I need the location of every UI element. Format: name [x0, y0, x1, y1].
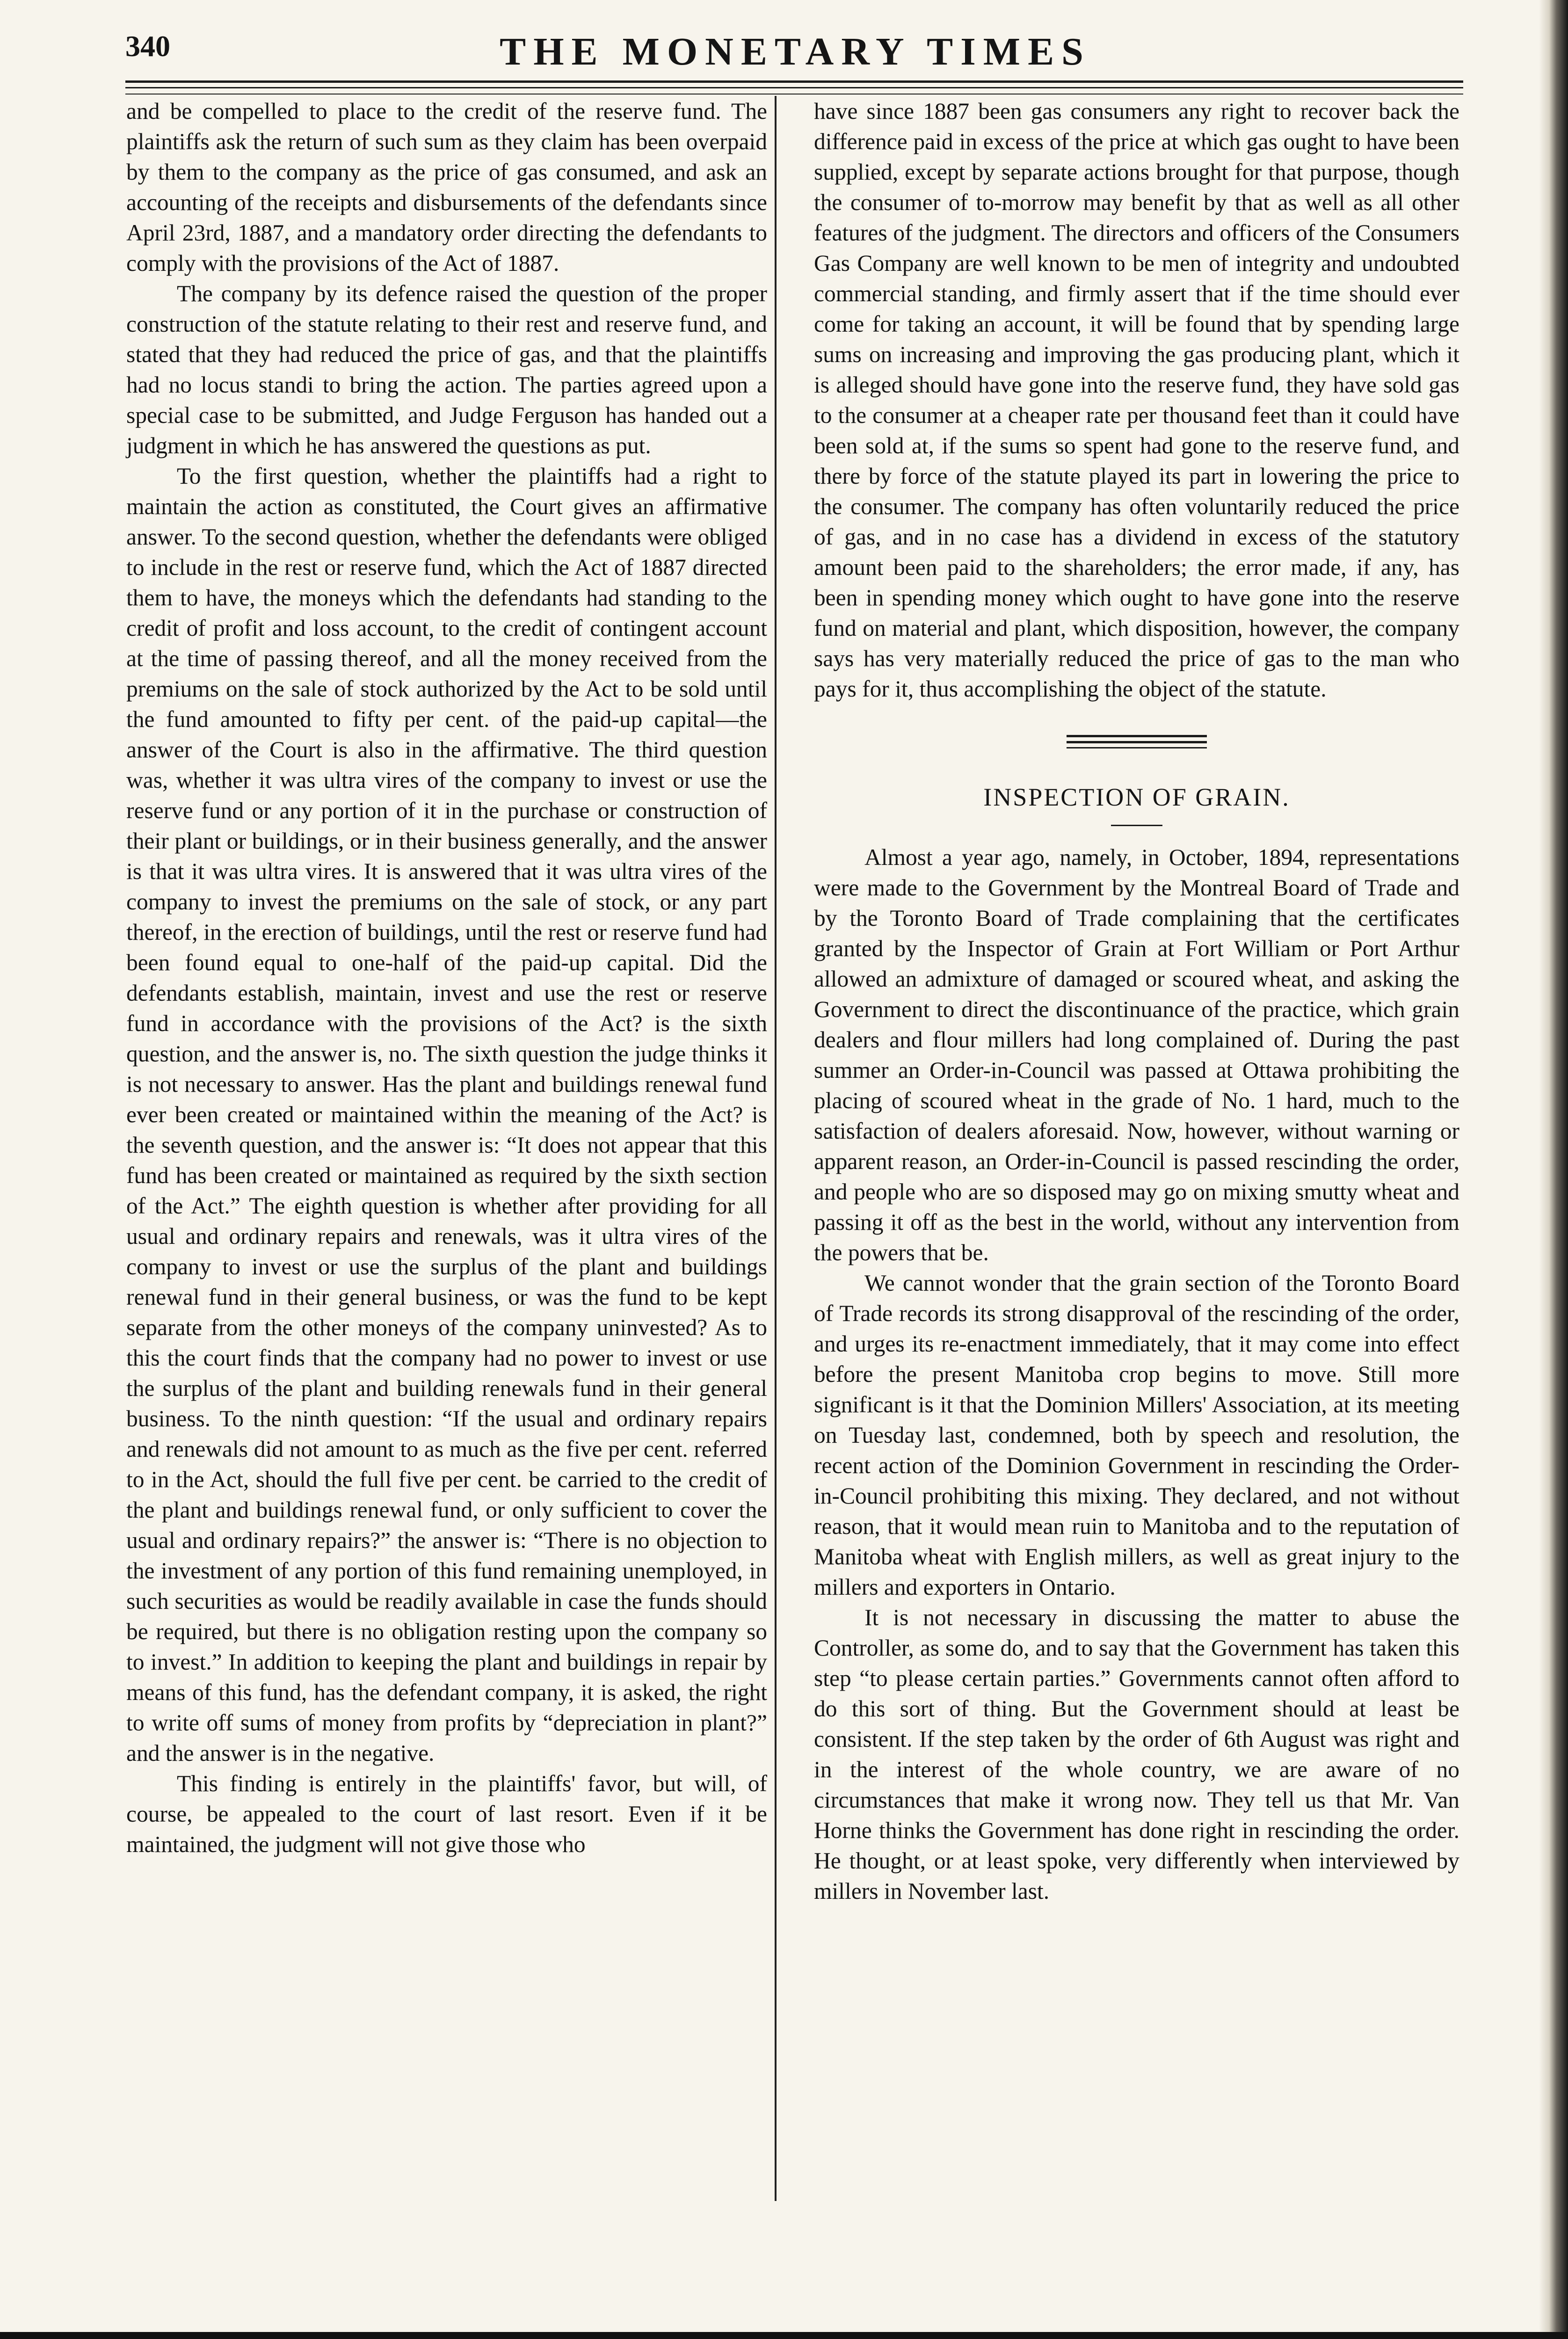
article-paragraph: and be compelled to place to the credit of the reserve fund. The plaintiffs ask the return of such sum as they claim has been overpaid by them to the company as the price of gas consumed, and ask an accounting of the receipts and disbursements of the defendants since April 23rd, 1887, and a mandatory order directing the defendants to comply with the provisions of the Act of 1887.	[126, 98, 767, 276]
right-column	[814, 96, 1459, 1906]
article-paragraph: We cannot wonder that the grain section of the Toronto Board of Trade records its strong disapproval of the rescinding of the order, and urges its re-enactment immediately, that it may come into effect before the present Manitoba crop begins to move. Still more significant is it that the Dominion Millers' Association, at its meeting on Tuesday last, condemned, both by speech and resolution, the recent action of the Dominion Government in rescinding the Order-in-Council prohibiting this mixing. They declared, and not without reason, that it would mean ruin to Manitoba and to the reputation of Manitoba wheat with English millers, as well as great injury to the millers and exporters in Ontario.	[814, 1270, 1459, 1600]
article-paragraph: To the first question, whether the plaintiffs had a right to maintain the action as constituted, the Court gives an affirmative answer. To the second question, whether the defendants were obliged to include in the rest or reserve fund, which the Act of 1887 directed them to have, the moneys which the defendants had standing to the credit of profit and loss account, to the credit of contingent account at the time of passing thereof, and all the money received from the premiums on the sale of stock authorized by the Act to be sold until the fund amounted to fifty per cent. of the paid-up capital—the answer of the Court is also in the affirmative. The third question was, whether it was ultra vires of the company to invest or use the reserve fund or any portion of it in the purchase or construction of their plant or buildings, or in their business generally, and the answer is that it was ultra vires. It is answered that it was ultra vires of the company to invest the premiums on the sale of stock, or any part thereof, in the erection of buildings, until the rest or reserve fund had been found equal to one-half of the paid-up capital. Did the defendants establish, maintain, invest and use the rest or reserve fund in accordance with the provisions of the Act? is the sixth question, and the answer is, no. The sixth question the judge thinks it is not necessary to answer. Has the plant and buildings renewal fund ever been created or maintained within the meaning of the Act? is the seventh question, and the answer is: “It does not appear that this fund has been created or maintained as required by the sixth section of the Act.” The eighth question is whether after providing for all usual and ordinary repairs and renewals, was it ultra vires of the company to invest or use the surplus of the plant and buildings renewal fund in their general business, or was the fund to be kept separate from the other moneys of the company uninvested? As to this the court finds that the company had no power to invest or use the surplus of the plant and building renewals fund in their general business. To the ninth question: “If the usual and ordinary repairs and renewals did not amount to as much as the five per cent. referred to in the Act, should the full five per cent. be carried to the credit of the plant and buildings renewal fund, or only sufficient to cover the usual and ordinary repairs?” the answer is: “There is no objection to the investment of any portion of this fund remaining unemployed, in such securities as would be readily available in case the funds should be required, but there is no obligation resting upon the company so to invest.” In addition to keeping the plant and buildings in repair by means of this fund, has the defendant company, it is asked, the right to write off sums of money from profits by “depreciation in plant?” and the answer is in the negative.	[126, 463, 767, 1766]
article-paragraph: It is not necessary in discussing the matter to abuse the Controller, as some do, and to say that the Government has taken this step “to please certain parties.” Governments cannot often afford to do this sort of thing. But the Government should at least be consistent. If the step taken by the order of 6th August was right and in the interest of the whole country, we are aware of no circumstances that make it wrong now. They tell us that Mr. Van Horne thinks the Government has done right in rescinding the order. He thought, or at least spoke, very differently when interviewed by millers in November last.	[814, 1605, 1459, 1904]
left-column	[126, 96, 767, 1860]
section-divider	[1067, 735, 1207, 748]
article-paragraph: The company by its defence raised the question of the proper construction of the statute relating to their rest and reserve fund, and stated that they had reduced the price of gas, and that the plaintiffs had no locus standi to bring the action. The parties agreed upon a special case to be submitted, and Judge Ferguson has handed out a judgment in which he has answered the questions as put.	[126, 281, 767, 458]
section-heading: INSPECTION OF GRAIN.	[983, 783, 1290, 811]
masthead-title: THE MONETARY TIMES	[500, 30, 1091, 73]
heading-underline	[1111, 825, 1162, 826]
header-rule	[125, 80, 1463, 83]
page-binding-edge	[1539, 0, 1568, 2339]
column-divider	[775, 96, 777, 2201]
article-paragraph: have since 1887 been gas consumers any right to recover back the difference paid in excess of the price at which gas ought to have been supplied, except by separate actions brought for that purpose, though the consumer of to-morrow may benefit by that as well as all other features of the judgment. The directors and officers of the Consumers Gas Company are well known to be men of integrity and undoubted commercial standing, and firmly assert that if the time should ever come for taking an account, it will be found that by spending large sums on increasing and improving the gas producing plant, which it is alleged should have gone into the reserve fund, they have sold gas to the consumer at a cheaper rate per thousand feet than it could have been sold at, if the sums so spent had gone to the reserve fund, and there by force of the statute played its part in lowering the price to the consumer. The company has often voluntarily reduced the price of gas, and in no case has a dividend in excess of the statutory amount been paid to the shareholders; the error made, if any, has been in spending money which ought to have gone into the reserve fund on material and plant, which disposition, however, the company says has very materially reduced the price of gas to the man who pays for it, thus accomplishing the object of the statute.	[814, 98, 1459, 702]
page-number: 340	[125, 29, 170, 63]
header-rule	[125, 87, 1463, 88]
article-paragraph: This finding is entirely in the plaintiffs' favor, but will, of course, be appealed to the court of last resort. Even if it be maintained, the judgment will not give those who	[126, 1771, 767, 1857]
scan-bottom-border	[0, 2332, 1568, 2339]
article-paragraph: Almost a year ago, namely, in October, 1894, representations were made to the Government by the Montreal Board of Trade and by the Toronto Board of Trade complaining that the certificates granted by the Inspector of Grain at Fort William or Port Arthur allowed an admixture of damaged or scoured wheat, and asking the Government to direct the discontinuance of the practice, which grain dealers and flour millers had long complained of. During the past summer an Order-in-Council was passed at Ottawa prohibiting the placing of scoured wheat in the grade of No. 1 hard, much to the satisfaction of dealers aforesaid. Now, however, without warning or apparent reason, an Order-in-Council is passed rescinding the order, and people who are so disposed may go on mixing smutty wheat and passing it off as the best in the world, without any intervention from the powers that be.	[814, 844, 1459, 1265]
